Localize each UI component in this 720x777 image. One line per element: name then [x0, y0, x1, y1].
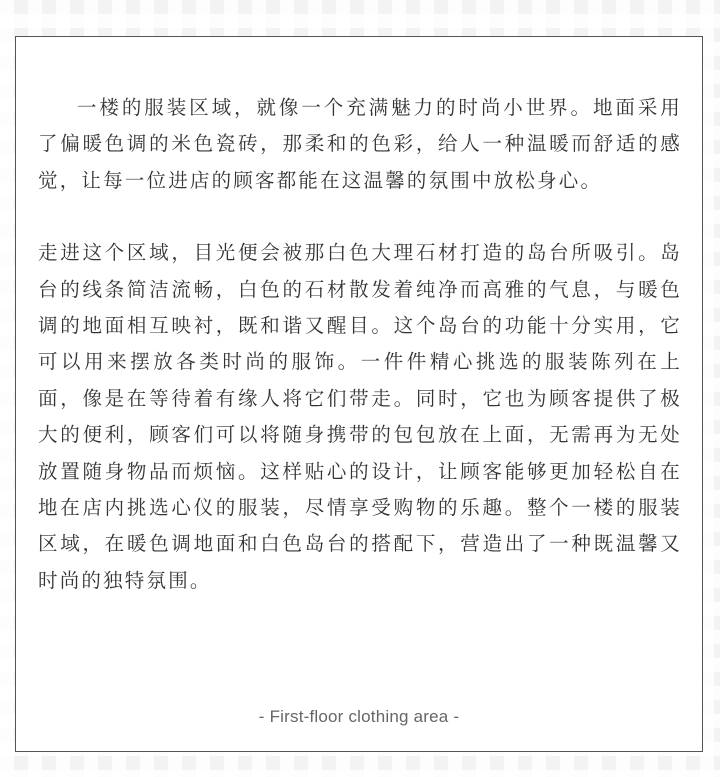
paragraph-intro: 一楼的服装区域，就像一个充满魅力的时尚小世界。地面采用了偏暖色调的米色瓷砖，那柔和的色彩，给人一种温暖而舒适的感觉，让每一位进店的顾客都能在这温馨的氛围中放松身心。 [38, 96, 682, 192]
paragraph-island-counter: 走进这个区域，目光便会被那白色大理石材打造的岛台所吸引。岛台的线条简洁流畅，白色的石材散发着纯净而高雅的气息，与暖色调的地面相互映衬，既和谐又醒目。这个岛台的功能十分实用，它可以用来摆放各类时尚的服饰。一件件精心挑选的服装陈列在上面，像是在等待着有缘人将它们带走。同时，它也为顾客提供了极大的便利，顾客们可以将随身携带的包包放在上面，无需再为无处放置随身物品而烦恼。这样贴心的设计，让顾客能够更加轻松自在地在店内挑选心仪的服装，尽情享受购物的乐趣。整个一楼的服装区域，在暖色调地面和白色岛台的搭配下，营造出了一种既温馨又时尚的独特氛围。 [38, 241, 682, 592]
caption: - First-floor clothing area - [258, 707, 460, 726]
article-body [38, 90, 682, 599]
text-card [15, 36, 703, 752]
